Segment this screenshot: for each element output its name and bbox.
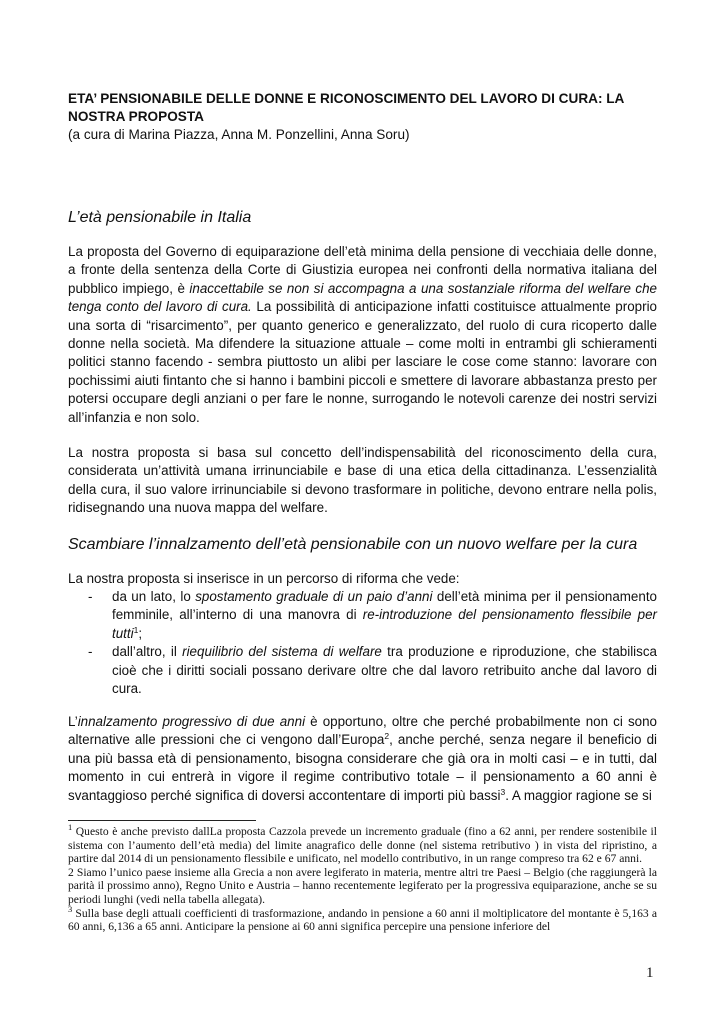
- section-heading-eta-pensionabile: L’età pensionabile in Italia: [68, 209, 252, 226]
- text-run: tra produzione e riproduzione, che stabilisca cioè che i diritti sociali possano derivare oltre che dal lavoro retribuito anche dal lavoro di cura.: [112, 644, 657, 697]
- reform-list: [68, 588, 657, 698]
- list-bullet: -: [88, 644, 93, 660]
- text-run: La possibilità di anticipazione infatti costituisce attualmente proprio una sorta di “risarcimento”, per quanto generico e generalizzato, del ruolo di cura ricoperto dalle donne nella società. Ma difendere la situazione attuale – come molti in entrambi gli schieramenti politici stanno facendo - sembra piuttosto un alibi per lasciare le cose come stanno: lavorare con pochissimi aiuti fintanto che si hanno i bambini piccoli e smettere di lavorare abbastanza presto per potersi occupare degli anziani o per fare le nonne, surrogando le notevoli carenze dei nostri servizi all’infanzia e non solo.: [68, 299, 657, 425]
- paragraph-riconoscimento-cura: La nostra proposta si basa sul concetto dell’indispensabilità del riconoscimento della cura, considerata un’attività umana irrinunciabile e base di una etica della cittadinanza. L’essenzialità della cura, il suo valore irrinunciabile si devono trasformare in politiche, devono entrare nella polis, ridisegnando una nuova mappa del welfare.: [68, 445, 657, 516]
- footnote-2: 2 Siamo l’unico paese insieme alla Grecia a non avere legiferato in materia, mentre altri tre Paesi – Belgio (che raggiungerà la parità il prossimo anno), Regno Unito e Austria – hanno recentemente legiferato per la progressiva equiparazione, anche se su periodi lunghi (vedi nella tabella allegata).: [68, 865, 657, 906]
- text-run: La proposta del Governo di equiparazione dell’età minima della pensione di vecchiaia delle donne, a fronte della sentenza della Corte di Giustizia europea nei confronti della normativa italiana del pubblico impiego, è: [68, 244, 657, 296]
- list-item: [68, 588, 657, 643]
- emphasis-text: riequilibrio del sistema di welfare: [182, 644, 382, 660]
- text-run: dell’età minima per il pensionamento femminile, all’interno di una manovra di: [112, 589, 657, 623]
- document-title: ETA’ PENSIONABILE DELLE DONNE E RICONOSCIMENTO DEL LAVORO DI CURA: LA NOSTRA PROPOSTA: [68, 91, 624, 124]
- footnotes: [68, 822, 657, 934]
- text-run: è opportuno, oltre che perché probabilmente non ci sono alternative alle pressioni che ci vengono dall’Europa: [68, 714, 657, 748]
- text-run: da un lato, lo: [112, 589, 196, 604]
- text-run: . A maggior ragione se si: [505, 787, 652, 803]
- footnote-ref[interactable]: 2: [384, 731, 390, 742]
- emphasis-text: spostamento graduale di un paio d’anni: [195, 589, 433, 604]
- footnote-3: [68, 903, 657, 934]
- list-item: [68, 643, 657, 698]
- footnote-ref[interactable]: 3: [500, 786, 506, 797]
- text-run: L’: [68, 714, 78, 729]
- section-heading-scambiare: Scambiare l’innalzamento dell’età pensionabile con un nuovo welfare per la cura: [68, 536, 638, 553]
- footnote-ref[interactable]: 1: [133, 624, 139, 635]
- text-run: dall’altro, il: [112, 644, 183, 660]
- paragraph-innalzamento: [68, 713, 657, 805]
- footnote-number: 3: [68, 903, 73, 914]
- footnote-text: Sulla base degli attuali coefficienti di trasformazione, andando in pensione a 60 anni il moltiplicatore del montante è 5,163 a 60 anni, 6,136 a 65 anni. Anticipare la pensione ai 60 anni significa percepire una pensione inferiore del: [68, 906, 657, 934]
- emphasis-text: re-introduzione del pensionamento flessibile per tutti: [112, 607, 657, 641]
- text-run: ;: [138, 625, 143, 641]
- footnote-1: [68, 822, 657, 866]
- footnote-separator: [68, 820, 256, 821]
- list-bullet: -: [88, 589, 93, 604]
- footnote-number: 1: [68, 822, 73, 832]
- page-number: 1: [646, 965, 654, 981]
- text-run: , anche perché, senza negare il beneficio di una più bassa età di pensionamento, bisogna considerare che già ora in molti casi – e in tutti, dal momento in cui entrerà in vigore il regime contributivo totale – il pensionamento a 60 anni è svantaggioso perché significa di doversi accontentare di importi più bassi: [68, 732, 657, 803]
- footnote-text: Questo è anche previsto dallLa proposta Cazzola prevede un incremento graduale (fino a 62 anni, per rendere sostenibile il sistema con l’aumento dell’età media) del limite anagrafico delle donne (nel sistema retributivo ) in vista del ripristino, a partire dal 2014 di un pensionamento flessibile e unificato, nel modello contributivo, in un range compreso tra 62 e 67 anni.: [68, 825, 657, 866]
- emphasis-text: innalzamento progressivo di due anni: [77, 714, 306, 729]
- emphasis-text: inaccettabile se non si accompagna a una sostanziale riforma del welfare che tenga conto del lavoro di cura.: [68, 280, 658, 315]
- document-authors: (a cura di Marina Piazza, Anna M. Ponzellini, Anna Soru): [68, 127, 410, 142]
- paragraph-percorso-intro: La nostra proposta si inserisce in un percorso di riforma che vede:: [68, 571, 460, 586]
- paragraph-governo-proposta: [68, 243, 657, 427]
